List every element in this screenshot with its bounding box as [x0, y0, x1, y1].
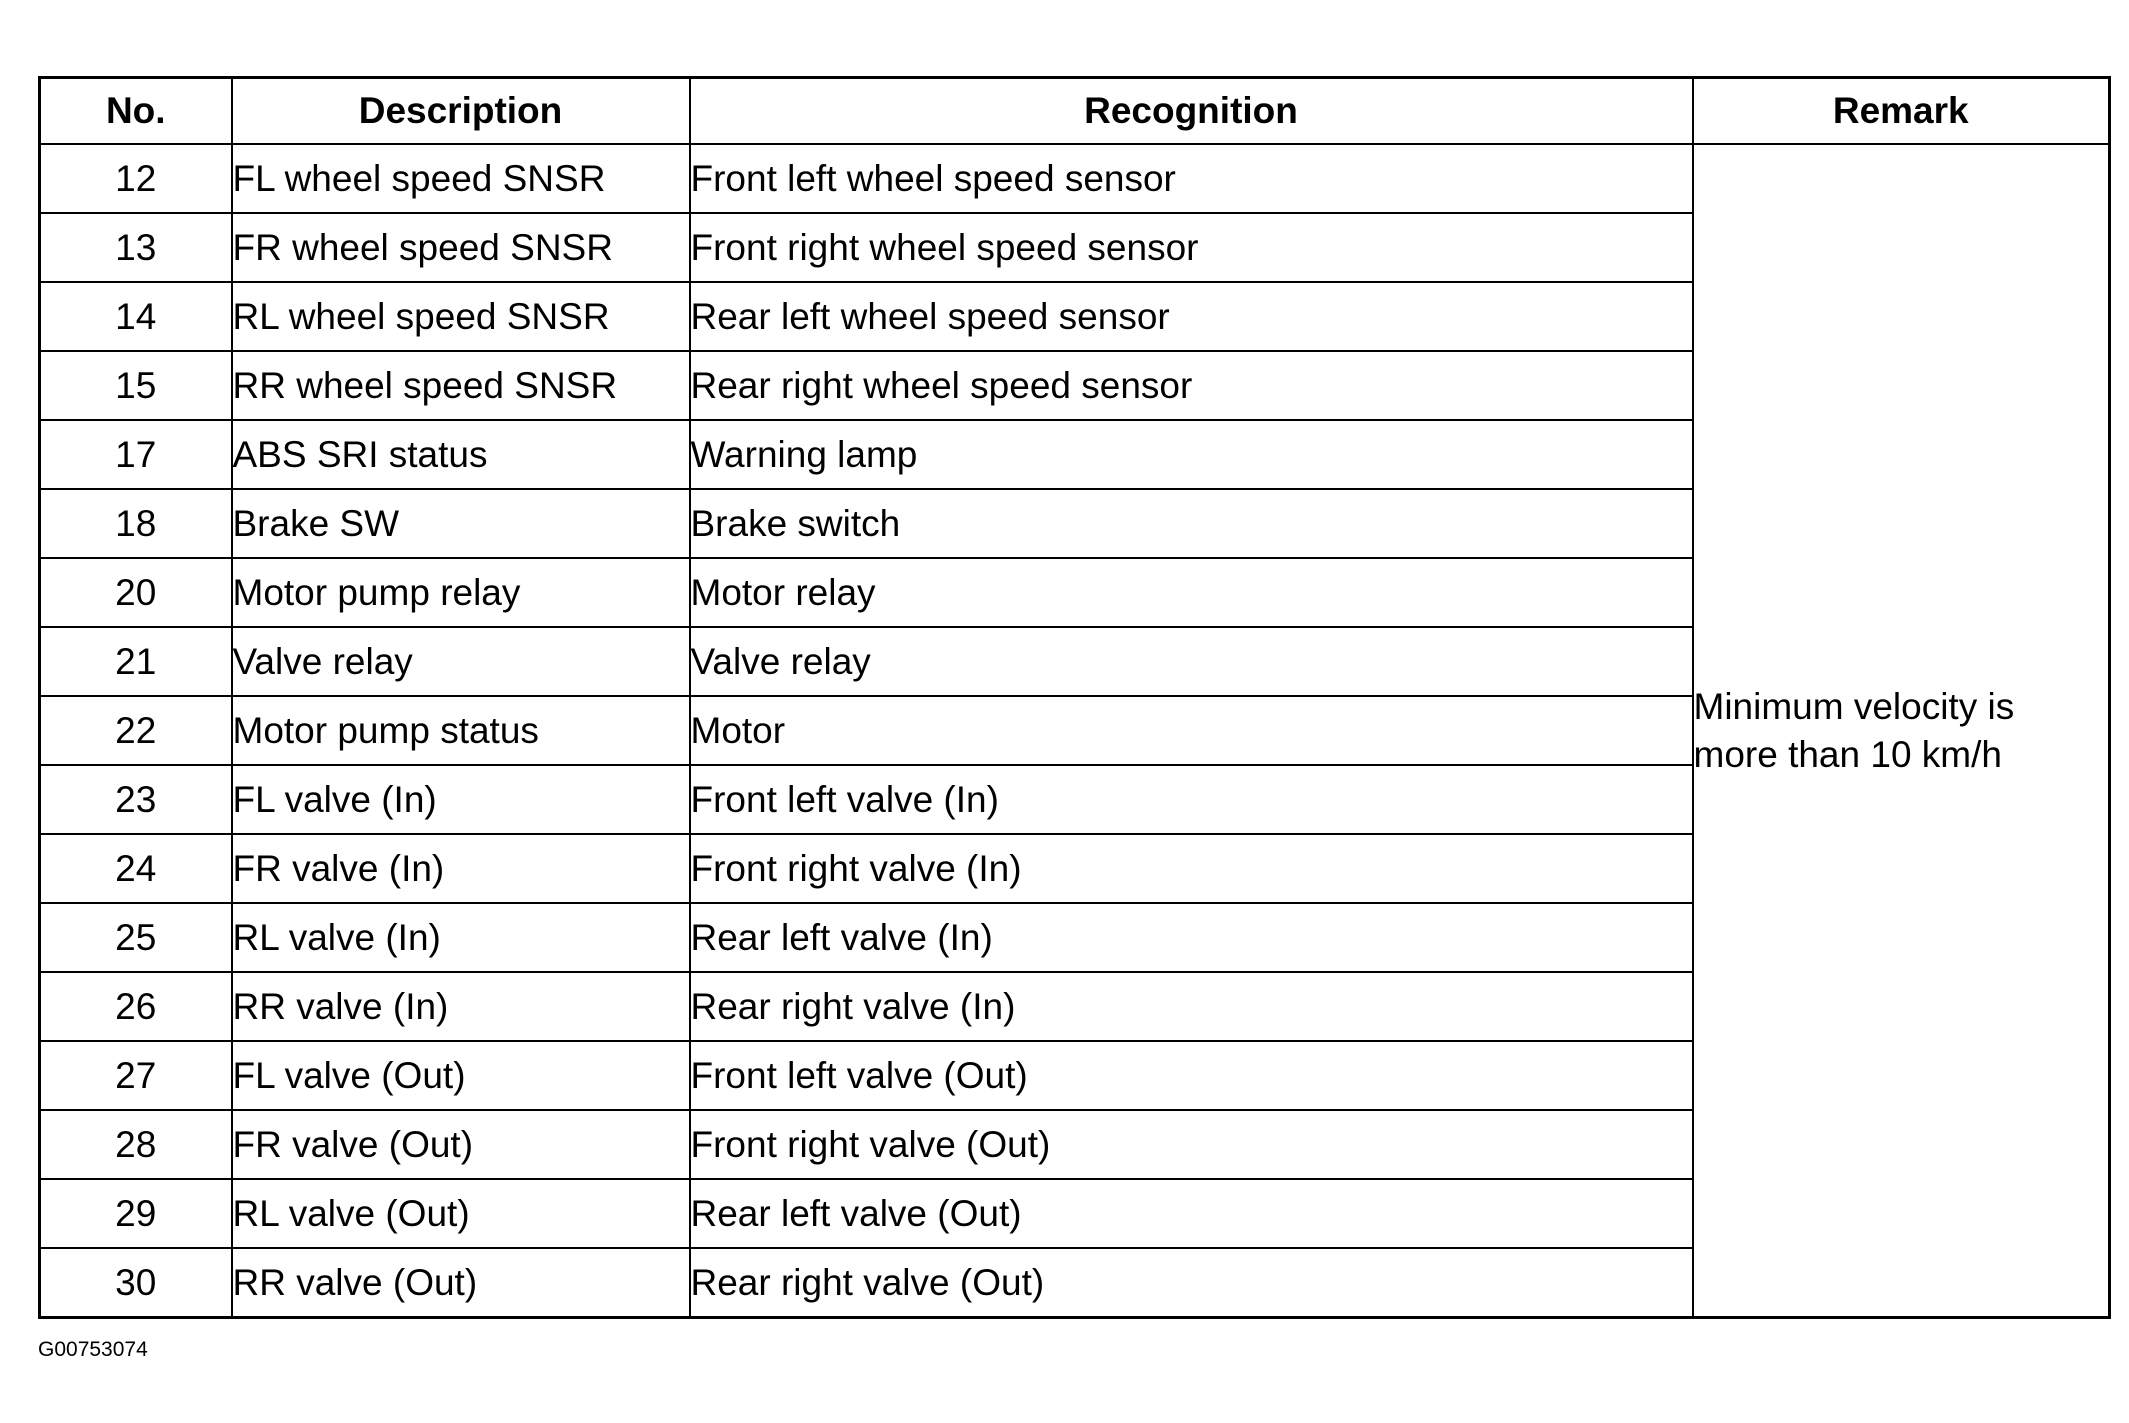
cell-recognition: Brake switch — [690, 489, 1693, 558]
cell-recognition: Front right wheel speed sensor — [690, 213, 1693, 282]
remark-line-2: more than 10 km/h — [1693, 733, 2002, 775]
cell-recognition: Rear right valve (In) — [690, 972, 1693, 1041]
figure-code: G00753074 — [38, 1338, 148, 1361]
cell-no: 15 — [40, 351, 232, 420]
cell-recognition: Motor — [690, 696, 1693, 765]
header-remark: Remark — [1693, 78, 2110, 145]
code-table — [38, 76, 2111, 1319]
cell-recognition: Rear right valve (Out) — [690, 1248, 1693, 1318]
cell-no: 12 — [40, 144, 232, 213]
cell-recognition: Rear left valve (In) — [690, 903, 1693, 972]
cell-recognition: Rear left valve (Out) — [690, 1179, 1693, 1248]
header-no: No. — [40, 78, 232, 145]
cell-description: Motor pump relay — [232, 558, 690, 627]
cell-recognition: Front left valve (Out) — [690, 1041, 1693, 1110]
cell-no: 25 — [40, 903, 232, 972]
cell-no: 23 — [40, 765, 232, 834]
cell-description: RL wheel speed SNSR — [232, 282, 690, 351]
cell-no: 30 — [40, 1248, 232, 1318]
header-row — [40, 78, 2110, 145]
cell-description: FR valve (In) — [232, 834, 690, 903]
cell-no: 24 — [40, 834, 232, 903]
cell-description: Valve relay — [232, 627, 690, 696]
cell-description: RR valve (Out) — [232, 1248, 690, 1318]
cell-no: 17 — [40, 420, 232, 489]
cell-description: FR valve (Out) — [232, 1110, 690, 1179]
diagnostic-code-sheet — [38, 76, 2108, 1319]
cell-recognition: Front left valve (In) — [690, 765, 1693, 834]
cell-no: 28 — [40, 1110, 232, 1179]
cell-recognition: Front left wheel speed sensor — [690, 144, 1693, 213]
cell-description: FR wheel speed SNSR — [232, 213, 690, 282]
cell-recognition: Valve relay — [690, 627, 1693, 696]
cell-no: 27 — [40, 1041, 232, 1110]
cell-description: RR wheel speed SNSR — [232, 351, 690, 420]
cell-description: ABS SRI status — [232, 420, 690, 489]
cell-recognition: Warning lamp — [690, 420, 1693, 489]
table-row — [40, 144, 2110, 213]
cell-description: FL valve (In) — [232, 765, 690, 834]
header-description: Description — [232, 78, 690, 145]
cell-description: Motor pump status — [232, 696, 690, 765]
cell-recognition: Front right valve (Out) — [690, 1110, 1693, 1179]
remark-line-1: Minimum velocity is — [1693, 685, 2015, 727]
cell-description: FL valve (Out) — [232, 1041, 690, 1110]
cell-no: 18 — [40, 489, 232, 558]
cell-no: 21 — [40, 627, 232, 696]
header-recognition: Recognition — [690, 78, 1693, 145]
cell-no: 20 — [40, 558, 232, 627]
cell-description: Brake SW — [232, 489, 690, 558]
cell-description: RL valve (Out) — [232, 1179, 690, 1248]
cell-no: 22 — [40, 696, 232, 765]
cell-no: 13 — [40, 213, 232, 282]
cell-description: RR valve (In) — [232, 972, 690, 1041]
cell-recognition: Rear right wheel speed sensor — [690, 351, 1693, 420]
cell-recognition: Rear left wheel speed sensor — [690, 282, 1693, 351]
cell-description: FL wheel speed SNSR — [232, 144, 690, 213]
cell-recognition: Motor relay — [690, 558, 1693, 627]
cell-no: 26 — [40, 972, 232, 1041]
cell-recognition: Front right valve (In) — [690, 834, 1693, 903]
cell-no: 29 — [40, 1179, 232, 1248]
cell-remark — [1693, 144, 2110, 1318]
cell-no: 14 — [40, 282, 232, 351]
cell-description: RL valve (In) — [232, 903, 690, 972]
